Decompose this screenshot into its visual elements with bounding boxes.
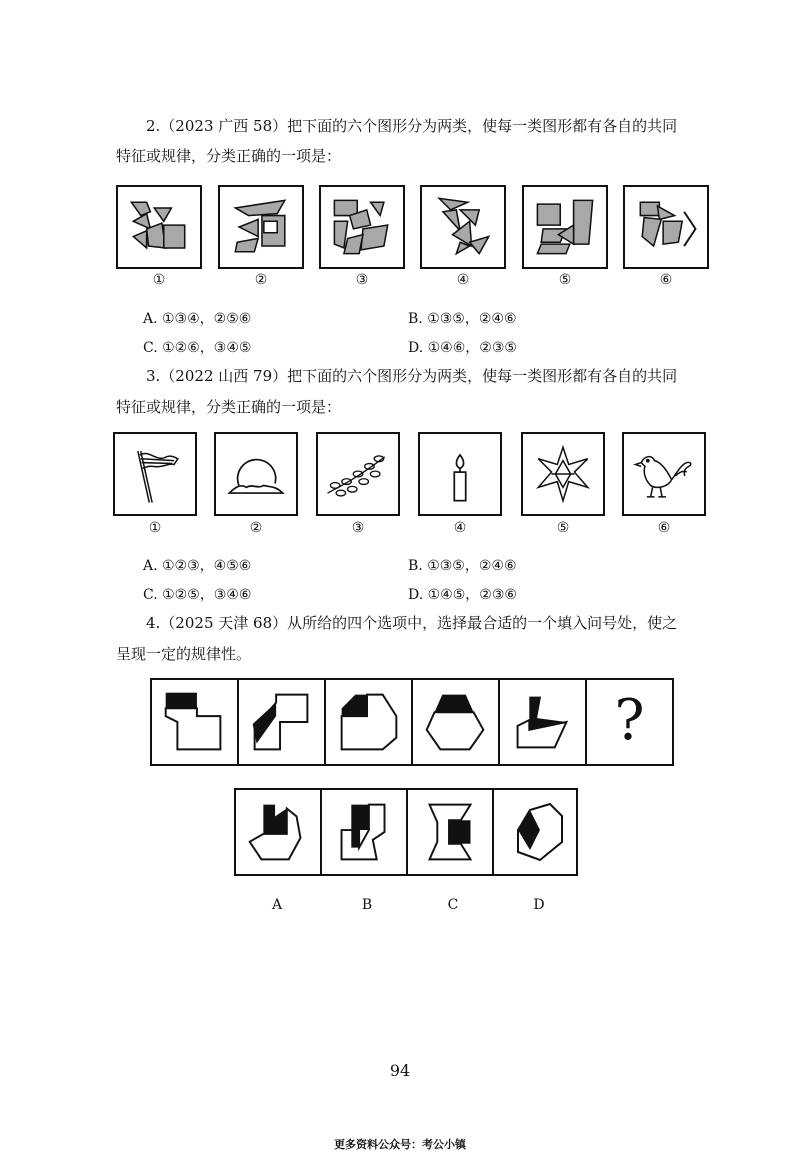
q4-answer-figure-a[interactable] bbox=[236, 790, 322, 874]
q2-figure-6 bbox=[623, 185, 709, 269]
q3-figure-1-flag bbox=[113, 432, 197, 516]
q3-option-d[interactable]: D. ①④⑤，②③⑥ bbox=[408, 587, 517, 603]
q4-question-cell[interactable] bbox=[587, 680, 672, 764]
q4-answer-figure-c[interactable] bbox=[408, 790, 494, 874]
footer-note: 更多资料公众号：考公小镇 bbox=[334, 1138, 466, 1151]
q2-option-c[interactable]: C. ①②⑥，③④⑤ bbox=[143, 340, 252, 356]
q3-label-4: ④ bbox=[453, 520, 467, 536]
q3-figure-5-star bbox=[521, 432, 605, 516]
q3-figure-2-sunrise bbox=[214, 432, 298, 516]
q2-option-b[interactable]: B. ①③⑤，②④⑥ bbox=[408, 311, 517, 327]
page-number: 94 bbox=[389, 1061, 411, 1080]
q4-text-line1: 4.（2025 天津 68）从所给的四个选项中，选择最合适的一个填入问号处，使之 bbox=[146, 614, 678, 632]
q4-text-line2: 呈现一定的规律性。 bbox=[116, 645, 252, 663]
q4-sequence-figure-5 bbox=[500, 680, 587, 764]
q3-text-line2: 特征或规律，分类正确的一项是： bbox=[116, 398, 342, 416]
q2-label-5: ⑤ bbox=[558, 272, 572, 288]
q4-sequence-figure-2 bbox=[239, 680, 326, 764]
q4-sequence-strip bbox=[150, 678, 674, 766]
q2-label-1: ① bbox=[152, 272, 166, 288]
q2-figure-5 bbox=[522, 185, 608, 269]
q4-answer-label-b: B bbox=[361, 897, 373, 913]
q4-sequence-figure-4 bbox=[413, 680, 500, 764]
q2-option-d[interactable]: D. ①④⑥，②③⑤ bbox=[408, 340, 517, 356]
q2-label-2: ② bbox=[254, 272, 268, 288]
q4-sequence-figure-3 bbox=[326, 680, 413, 764]
q3-option-b[interactable]: B. ①③⑤，②④⑥ bbox=[408, 558, 517, 574]
q3-label-2: ② bbox=[249, 520, 263, 536]
q4-question-mark: ? bbox=[614, 688, 645, 753]
q3-figure-6-bird bbox=[622, 432, 706, 516]
q2-option-a[interactable]: A. ①③④，②⑤⑥ bbox=[143, 311, 252, 327]
q2-label-4: ④ bbox=[456, 272, 470, 288]
q2-figure-4 bbox=[420, 185, 506, 269]
q2-text-line2: 特征或规律，分类正确的一项是： bbox=[116, 147, 342, 165]
q2-label-6: ⑥ bbox=[659, 272, 673, 288]
q4-answer-figure-d[interactable] bbox=[494, 790, 580, 874]
q4-answer-label-a: A bbox=[271, 897, 283, 913]
q4-answer-label-d: D bbox=[533, 897, 545, 913]
q3-figure-3-branch bbox=[316, 432, 400, 516]
q4-answer-label-c: C bbox=[447, 897, 459, 913]
q3-label-5: ⑤ bbox=[556, 520, 570, 536]
q4-sequence-figure-1 bbox=[152, 680, 239, 764]
q2-figure-3 bbox=[319, 185, 405, 269]
q4-answer-strip bbox=[234, 788, 578, 876]
q3-option-c[interactable]: C. ①②⑤，③④⑥ bbox=[143, 587, 252, 603]
q3-label-3: ③ bbox=[351, 520, 365, 536]
q2-figure-1 bbox=[116, 185, 202, 269]
q3-text-line1: 3.（2022 山西 79）把下面的六个图形分为两类，使每一类图形都有各自的共同 bbox=[146, 367, 678, 385]
q3-label-6: ⑥ bbox=[657, 520, 671, 536]
q2-text-line1: 2.（2023 广西 58）把下面的六个图形分为两类，使每一类图形都有各自的共同 bbox=[146, 117, 678, 135]
q3-figure-4-candle bbox=[418, 432, 502, 516]
q3-option-a[interactable]: A. ①②③，④⑤⑥ bbox=[143, 558, 252, 574]
q4-answer-figure-b[interactable] bbox=[322, 790, 408, 874]
q2-label-3: ③ bbox=[355, 272, 369, 288]
q3-label-1: ① bbox=[148, 520, 162, 536]
q2-figure-2 bbox=[218, 185, 304, 269]
